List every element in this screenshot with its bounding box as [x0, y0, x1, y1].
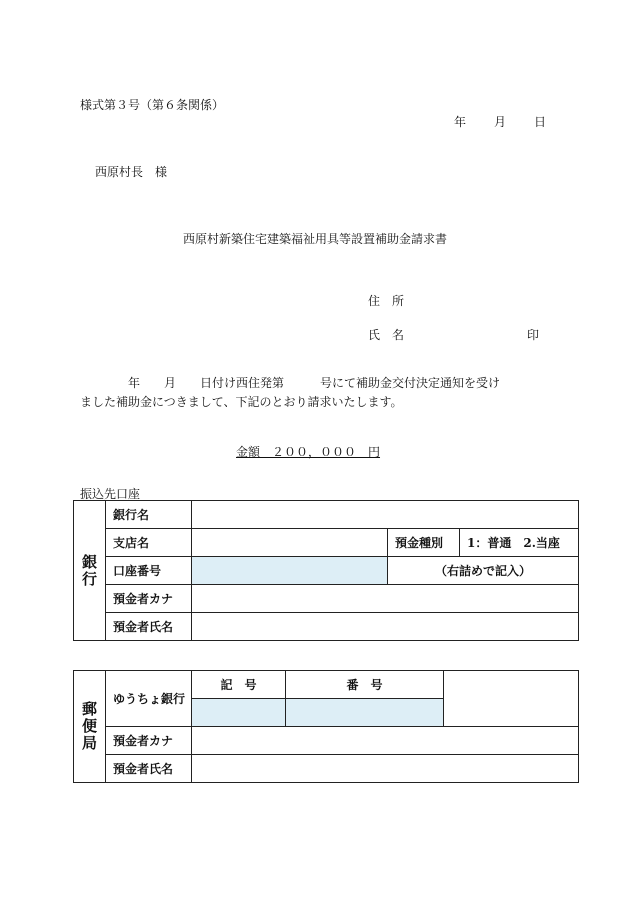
number-field[interactable]	[286, 699, 444, 727]
amount: 金額 ２００，０００ 円	[236, 445, 381, 459]
date-year-label: 年	[454, 115, 467, 129]
post-holder-name-label: 預金者氏名	[106, 755, 192, 783]
holder-name-label: 預金者氏名	[106, 613, 192, 641]
branch-name-field[interactable]	[192, 529, 388, 557]
post-holder-kana-label: 預金者カナ	[106, 727, 192, 755]
seal-mark: 印	[527, 328, 540, 342]
holder-name-field[interactable]	[192, 613, 579, 641]
post-office-side-label: 郵便局	[74, 671, 106, 783]
right-aligned-note: （右詰めで記入）	[388, 557, 579, 585]
account-number-label: 口座番号	[106, 557, 192, 585]
symbol-field[interactable]	[192, 699, 286, 727]
yucho-extra-field	[444, 671, 579, 727]
applicant-name-label: 氏 名	[368, 328, 405, 342]
branch-name-label: 支店名	[106, 529, 192, 557]
date-line	[454, 113, 546, 130]
holder-kana-label: 預金者カナ	[106, 585, 192, 613]
account-number-field[interactable]	[192, 557, 388, 585]
deposit-type-options[interactable]: 1：普通 2.当座	[460, 529, 579, 557]
date-month-label: 月	[494, 115, 507, 129]
request-body-line-2: ました補助金につきまして、下記のとおり請求いたします。	[80, 395, 403, 409]
request-body	[80, 374, 500, 412]
post-office-account-table	[73, 670, 579, 783]
number-header: 番 号	[286, 671, 444, 699]
bank-side-label: 銀行	[74, 501, 106, 641]
post-holder-name-field[interactable]	[192, 755, 579, 783]
deposit-type-label: 預金種別	[388, 529, 460, 557]
holder-kana-field[interactable]	[192, 585, 579, 613]
date-day-label: 日	[534, 115, 547, 129]
bank-name-field[interactable]	[192, 501, 579, 529]
bank-name-label: 銀行名	[106, 501, 192, 529]
post-holder-kana-field[interactable]	[192, 727, 579, 755]
bank-account-table	[73, 500, 579, 641]
yucho-bank-label: ゆうちょ銀行	[106, 671, 192, 727]
document-title: 西原村新築住宅建築福祉用具等設置補助金請求書	[182, 232, 447, 246]
symbol-header: 記 号	[192, 671, 286, 699]
form-number: 様式第３号（第６条関係）	[80, 98, 225, 112]
request-body-line-1: 年 月 日付け西住発第 号にて補助金交付決定通知を受け	[80, 376, 501, 390]
addressee: 西原村長 様	[95, 165, 168, 179]
account-caption: 振込先口座	[80, 487, 141, 501]
applicant-address-label: 住 所	[368, 294, 405, 308]
